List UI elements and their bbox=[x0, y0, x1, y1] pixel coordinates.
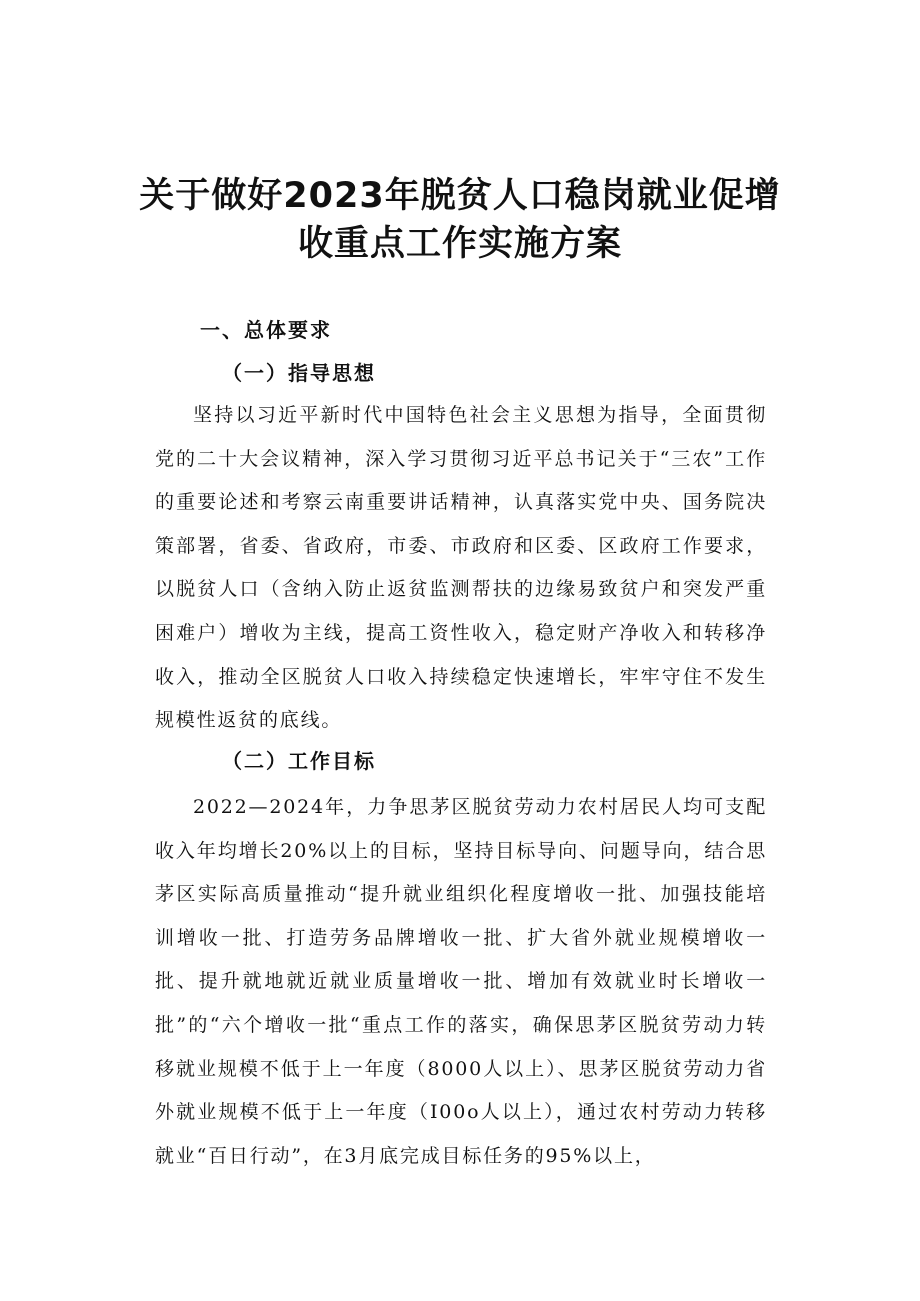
document-title-line-1: 关于做好2023年脱贫人口稳岗就业促增 bbox=[139, 176, 781, 216]
section-heading-general-requirements: 一、总体要求 bbox=[200, 318, 332, 342]
paragraph-guiding-ideology: 坚持以习近平新时代中国特色社会主义思想为指导，全面贯彻党的二十大会议精神，深入学习贯彻习近平总书记关于“三农”工作的重要论述和考察云南重要讲话精神，认真落实党中央、国务院决策部署，省委、省政府，市委、市政府和区委、区政府工作要求，以脱贫人口（含纳入防止返贫监测帮扶的边缘易致贫户和突发严重困难户）增收为主线，提高工资性收入，稳定财产净收入和转移净收入，推动全区脱贫人口收入持续稳定快速增长，牢牢守住不发生规模性返贫的底线。 bbox=[155, 404, 767, 732]
subsection-heading-guiding-ideology: （一）指导思想 bbox=[222, 361, 376, 385]
document-title-line-2: 收重点工作实施方案 bbox=[297, 224, 622, 264]
paragraph-work-objectives: 2022—2024年，力争思茅区脱贫劳动力农村居民人均可支配收入年均增长20%以上的目标，坚持目标导向、问题导向，结合思茅区实际高质量推动“提升就业组织化程度增收一批、加强技能培训增收一批、打造劳务品牌增收一批、扩大省外就业规模增收一批、提升就地就近就业质量增收一批、增加有效就业时长增收一批”的“六个增收一批“重点工作的落实，确保思茅区脱贫劳动力转移就业规模不低于上一年度（8000人以上）、思茅区脱贫劳动力省外就业规模不低于上一年度（I00o人以上），通过农村劳动力转移就业“百日行动”，在3月底完成目标任务的95%以上， bbox=[155, 796, 767, 1167]
subsection-heading-work-objectives: （二）工作目标 bbox=[222, 749, 376, 773]
